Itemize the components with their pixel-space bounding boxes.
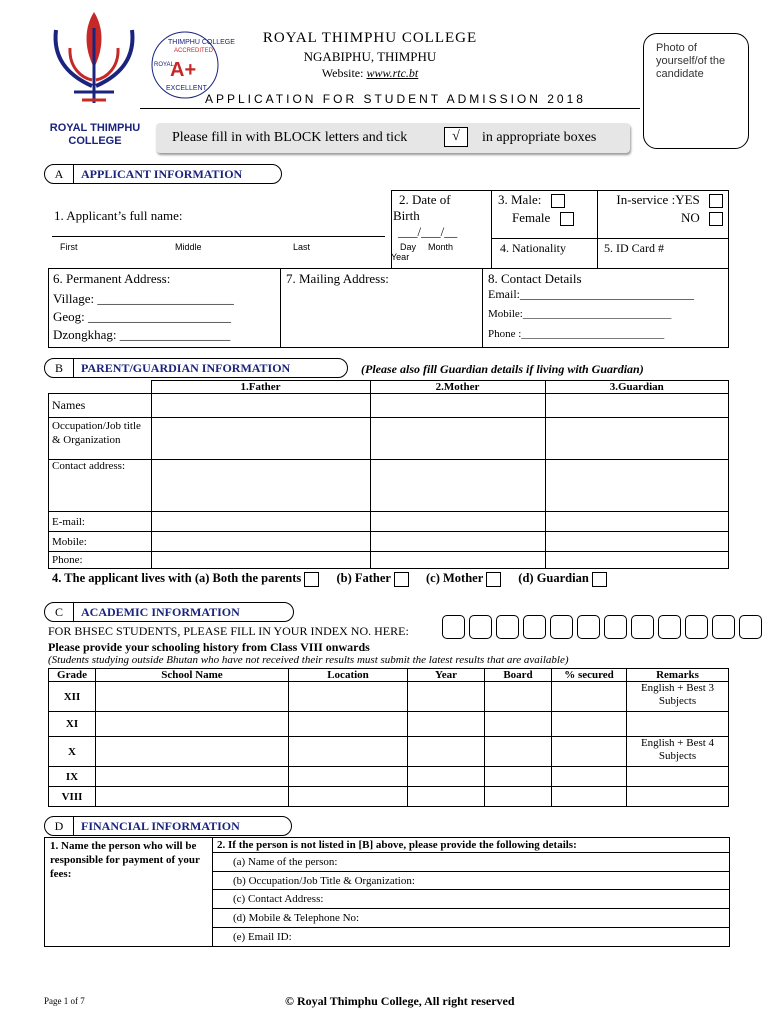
index-digit-box[interactable] [658,615,681,639]
grade-viii: VIII [49,787,96,807]
ix-remarks-cell[interactable] [627,767,729,787]
index-digit-box[interactable] [442,615,465,639]
grade-xii: XII [49,682,96,712]
index-digit-box[interactable] [550,615,573,639]
guardian-note: (Please also fill Guardian details if living with Guardian) [361,362,644,376]
row-mobile-label: Mobile: [49,532,152,552]
viii-year-cell[interactable] [408,787,485,807]
row-email-label: E-mail: [49,512,152,532]
mother-mobile-cell[interactable] [370,532,545,552]
section-d-letter: D [45,817,74,835]
father-occupation-cell[interactable] [151,418,370,460]
payer-name-field[interactable]: (a) Name of the person: [233,856,338,868]
index-digit-box[interactable] [469,615,492,639]
opt-mother-checkbox[interactable] [486,572,501,587]
index-digit-box[interactable] [712,615,735,639]
xii-board-cell[interactable] [485,682,552,712]
logo-name-line2: COLLEGE [68,135,122,147]
viii-board-cell[interactable] [485,787,552,807]
section-a-header [44,164,282,184]
female-checkbox[interactable] [560,212,574,226]
row-names-label: Names [49,394,152,418]
grade-xi: XI [49,712,96,737]
x-school-cell[interactable] [96,737,289,767]
nationality-field[interactable]: 4. Nationality [500,241,566,255]
col-grade: Grade [49,669,96,682]
opt-father-checkbox[interactable] [394,572,409,587]
index-digit-box[interactable] [685,615,708,639]
first-name-caption: First [60,242,78,252]
fleur-emblem-icon [44,8,144,120]
financial-table [44,837,730,947]
viii-location-cell[interactable] [289,787,408,807]
fee-payer-details-question: 2. If the person is not listed in [B] above, please provide the following details: [217,839,577,851]
website-link[interactable]: www.rtc.bt [366,66,419,80]
guardian-mobile-cell[interactable] [545,532,729,552]
phone-field[interactable]: Phone :__________________________ [488,328,665,340]
badge-arc-left: ROYAL [154,62,174,68]
parent-guardian-table [48,380,729,569]
guardian-occupation-cell[interactable] [545,418,729,460]
row-contact-label: Contact address: [49,460,152,512]
dob-month-caption: Month [428,242,454,252]
col-remarks: Remarks [627,669,729,682]
x-board-cell[interactable] [485,737,552,767]
opt-guardian-checkbox[interactable] [592,572,607,587]
lives-with-label: 4. The applicant lives with [52,571,192,585]
inservice-no-label: NO [680,210,700,226]
instruction-text-after: in appropriate boxes [482,130,597,145]
section-d-header [44,816,292,836]
xi-percent-cell[interactable] [552,712,627,737]
male-label: 3. Male: [498,192,542,207]
academic-table [48,668,729,807]
college-address: NGABIPHU, THIMPHU [303,49,437,64]
male-checkbox[interactable] [551,194,565,208]
grade-x: X [49,737,96,767]
viii-remarks-cell[interactable] [627,787,729,807]
full-name-label: 1. Applicant’s full name: [54,208,183,223]
col-school-name: School Name [96,669,289,682]
opt-mother-label: (c) Mother [426,571,484,585]
x-percent-cell[interactable] [552,737,627,767]
geog-field[interactable]: Geog: ______________________ [53,309,232,324]
fee-payer-question: 1. Name the person who will be responsible for payment of your fees: [50,840,200,880]
xii-location-cell[interactable] [289,682,408,712]
guardian-email-cell[interactable] [545,512,729,532]
photo-box[interactable] [643,33,749,149]
form-title: APPLICATION FOR STUDENT ADMISSION 2018 [205,92,586,106]
ix-percent-cell[interactable] [552,767,627,787]
badge-grade: A+ [170,59,197,81]
col-year: Year [408,669,485,682]
ix-location-cell[interactable] [289,767,408,787]
xii-percent-cell[interactable] [552,682,627,712]
index-digit-box[interactable] [631,615,654,639]
dzongkhag-field[interactable]: Dzongkhag: _________________ [53,327,231,342]
dob-input[interactable]: ___/___/__ [398,224,458,239]
college-name: ROYAL THIMPHU COLLEGE [262,30,478,46]
website-label: Website: [321,66,364,80]
female-label: Female [512,210,551,226]
logo-name-line1: ROYAL THIMPHU [49,122,141,134]
dob-year-caption: Year [391,252,410,262]
col-father: 1.Father [151,381,370,394]
index-digit-box[interactable] [496,615,519,639]
father-phone-cell[interactable] [151,552,370,569]
index-no-label: FOR BHSEC STUDENTS, PLEASE FILL IN YOUR INDEX NO. HERE: [48,624,409,638]
section-c-letter: C [45,603,74,621]
contact-details-label: 8. Contact Details [488,271,582,286]
row-phone-label: Phone: [49,552,152,569]
mother-contact-cell[interactable] [370,460,545,512]
last-name-caption: Last [293,242,311,252]
section-c-title: ACADEMIC INFORMATION [81,605,240,619]
guardian-name-cell[interactable] [545,394,729,418]
index-no-boxes [442,615,762,639]
email-field[interactable]: Email:_____________________________ [488,287,694,301]
col-board: Board [485,669,552,682]
section-d-title: FINANCIAL INFORMATION [81,819,240,833]
x-location-cell[interactable] [289,737,408,767]
opt-guardian-label: (d) Guardian [518,571,589,585]
section-a-title: APPLICANT INFORMATION [81,167,243,181]
section-a-grid [48,190,729,348]
ix-year-cell[interactable] [408,767,485,787]
xii-year-cell[interactable] [408,682,485,712]
remark-xii: English + Best 3 Subjects [627,682,729,712]
father-name-cell[interactable] [151,394,370,418]
viii-school-cell[interactable] [96,787,289,807]
badge-arc-inner: ACCREDITED [174,48,214,54]
mobile-field[interactable]: Mobile:___________________________ [488,308,672,320]
section-a-letter: A [45,165,74,183]
inservice-yes-checkbox[interactable] [709,194,723,208]
opt-both-parents-checkbox[interactable] [304,572,319,587]
full-name-input-line[interactable] [52,236,385,237]
college-logo [44,8,144,118]
section-b-title: PARENT/GUARDIAN INFORMATION [81,361,291,375]
badge-arc-top: THIMPHU COLLEGE [168,39,235,46]
ix-school-cell[interactable] [96,767,289,787]
copyright: © Royal Thimphu College, All right reserved [285,994,515,1008]
middle-name-caption: Middle [175,242,202,252]
guardian-phone-cell[interactable] [545,552,729,569]
payer-phone-field[interactable]: (d) Mobile & Telephone No: [233,912,360,924]
col-mother: 2.Mother [370,381,545,394]
mother-email-cell[interactable] [370,512,545,532]
badge-arc-bottom: EXCELLENT [166,85,207,92]
id-card-field[interactable]: 5. ID Card # [604,241,664,255]
tick-sample-box: √ [444,127,468,147]
mother-phone-cell[interactable] [370,552,545,569]
x-year-cell[interactable] [408,737,485,767]
payer-contact-address-field[interactable]: (c) Contact Address: [233,893,324,905]
opt-both-parents-label: (a) Both the parents [194,571,302,585]
dob-label: 2. Date of Birth [393,192,451,223]
xi-remarks-cell[interactable] [627,712,729,737]
xi-location-cell[interactable] [289,712,408,737]
section-b-letter: B [45,359,74,377]
guardian-contact-cell[interactable] [545,460,729,512]
xi-board-cell[interactable] [485,712,552,737]
permanent-address-label: 6. Permanent Address: [53,271,171,286]
section-b-header [44,358,348,378]
remark-x: English + Best 4 Subjects [627,737,729,767]
col-guardian: 3.Guardian [545,381,729,394]
instruction-text-before: Please fill in with BLOCK letters and tick [172,130,408,145]
xii-school-cell[interactable] [96,682,289,712]
col-percent-secured: % secured [552,669,627,682]
mailing-address-field[interactable]: 7. Mailing Address: [286,271,389,286]
section-c-header [44,602,294,622]
inservice-no-checkbox[interactable] [709,212,723,226]
photo-label: Photo of yourself/of the candidate [656,42,726,80]
index-digit-box[interactable] [604,615,627,639]
mother-name-cell[interactable] [370,394,545,418]
opt-father-label: (b) Father [336,571,391,585]
mother-occupation-cell[interactable] [370,418,545,460]
father-email-cell[interactable] [151,512,370,532]
payer-email-field[interactable]: (e) Email ID: [233,931,292,943]
index-digit-box[interactable] [739,615,762,639]
dob-day-caption: Day [400,242,417,252]
viii-percent-cell[interactable] [552,787,627,807]
xi-year-cell[interactable] [408,712,485,737]
schooling-history-heading: Please provide your schooling history from Class VIII onwards [48,640,370,654]
page-number: Page 1 of 7 [44,996,85,1006]
inservice-yes-label: In-service :YES [616,192,700,207]
accreditation-badge [150,30,235,100]
grade-ix: IX [49,767,96,787]
village-field[interactable]: Village: _____________________ [53,291,234,306]
father-contact-cell[interactable] [151,460,370,512]
index-digit-box[interactable] [577,615,600,639]
row-occupation-label: Occupation/Job title & Organization [49,418,152,460]
col-location: Location [289,669,408,682]
payer-occupation-field[interactable]: (b) Occupation/Job Title & Organization: [233,875,415,887]
schooling-note: (Students studying outside Bhutan who have not received their results must submit the latest results that are available) [48,654,569,666]
ix-board-cell[interactable] [485,767,552,787]
xi-school-cell[interactable] [96,712,289,737]
father-mobile-cell[interactable] [151,532,370,552]
index-digit-box[interactable] [523,615,546,639]
instruction-banner [156,123,630,153]
